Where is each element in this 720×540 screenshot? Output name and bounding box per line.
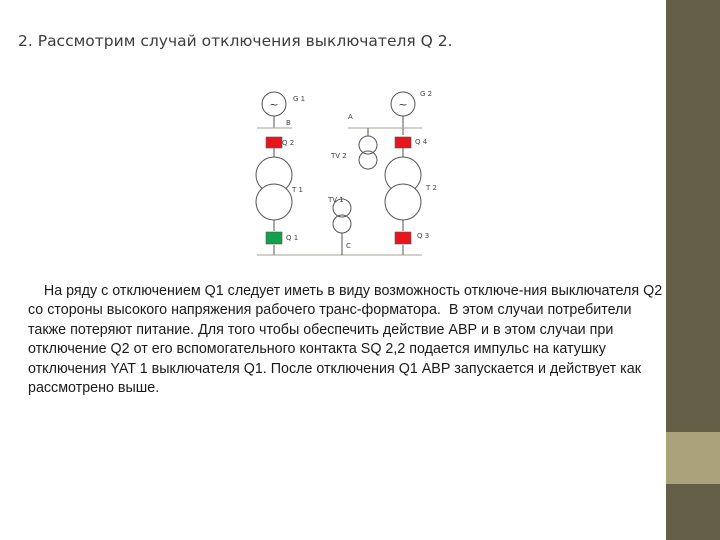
sidebar-accent-block: [666, 432, 720, 484]
label-q2: Q 2: [282, 139, 295, 147]
transformer-t2-winding-2: [385, 184, 421, 220]
generator-g1-symbol: ~: [269, 98, 279, 111]
breaker-q3: [395, 232, 411, 244]
tv1-winding-2: [333, 215, 351, 233]
label-q3: Q 3: [417, 232, 430, 240]
label-bus-a: A: [348, 113, 353, 121]
label-g2: G 2: [420, 90, 433, 98]
label-g1: G 1: [293, 95, 306, 103]
slide-body-text: На ряду с отключением Q1 следует иметь в виду возможность отключе-ния выключателя Q2 со стороны высокого напряжения рабочего транс-форматора. В этом случаи потребители также потеряют питание. Для того чтобы обеспечить действие АВР и в этом случаи при отключение Q2 от его вспомогательного контакта SQ 2,2 подается импульс на катушку отключения YAT 1 выключателя Q1. После отключения Q1 АВР запускается и действует как рассмотрено выше.: [28, 283, 667, 397]
label-t2: T 2: [426, 184, 437, 192]
breaker-q2: [266, 137, 282, 148]
transformer-t1-winding-2: [256, 184, 292, 220]
generator-g2-symbol: ~: [398, 98, 408, 111]
label-q4: Q 4: [415, 138, 428, 146]
label-tv1: TV 1: [328, 196, 344, 204]
label-bus-b: B: [286, 119, 291, 127]
breaker-q1: [266, 232, 282, 244]
slide-title: 2. Рассмотрим случай отключения выключателя Q 2.: [18, 32, 453, 50]
label-q1: Q 1: [286, 234, 299, 242]
label-tv2: TV 2: [331, 152, 347, 160]
label-t1: T 1: [292, 186, 303, 194]
transformer-circuit-diagram: [240, 80, 440, 260]
breaker-q4: [395, 137, 411, 148]
label-bus-c: C: [346, 242, 351, 250]
